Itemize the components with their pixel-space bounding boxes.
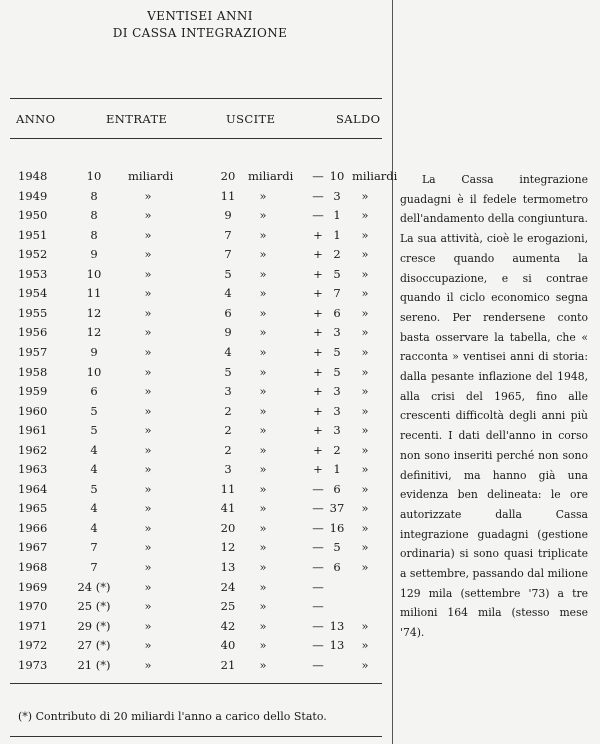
balance-unit: » — [361, 286, 369, 301]
outgoing-value: 5 — [224, 266, 232, 281]
income-value: 9 — [90, 247, 98, 262]
balance-value: 5 — [333, 344, 341, 359]
balance-value: 5 — [333, 540, 341, 555]
table-row — [0, 599, 390, 619]
income-value: 24 (*) — [77, 579, 111, 594]
outgoing-unit: » — [259, 579, 267, 594]
income-value: 10 — [86, 169, 102, 183]
balance-unit: » — [361, 540, 369, 555]
outgoing-unit: » — [259, 403, 267, 418]
balance-unit: » — [361, 462, 369, 477]
year-cell: 1960 — [18, 403, 48, 418]
balance-unit: miliardi — [352, 169, 398, 183]
outgoing-unit: » — [259, 208, 267, 223]
balance-value: 3 — [333, 325, 341, 340]
income-value: 27 (*) — [77, 638, 111, 653]
outgoing-value: 12 — [220, 540, 236, 555]
balance-value: 13 — [329, 638, 345, 653]
income-value: 5 — [90, 423, 98, 438]
table-row — [0, 540, 390, 560]
balance-sign: — — [312, 599, 324, 614]
balance-unit: » — [361, 657, 369, 672]
header-year: ANNO — [16, 112, 56, 126]
table-row — [0, 404, 390, 424]
balance-unit: » — [361, 384, 369, 399]
outgoing-unit: » — [259, 520, 267, 535]
table-row — [0, 325, 390, 345]
balance-value: 5 — [333, 266, 341, 281]
income-value: 6 — [90, 384, 98, 399]
balance-value: 5 — [333, 364, 341, 379]
balance-value: 3 — [333, 423, 341, 438]
income-unit: » — [144, 403, 152, 418]
balance-unit: » — [361, 247, 369, 262]
table-row — [0, 443, 390, 463]
year-cell: 1958 — [18, 364, 48, 379]
year-cell: 1953 — [18, 266, 48, 281]
balance-sign: — — [312, 481, 324, 496]
income-unit: » — [144, 540, 152, 555]
table-row — [0, 521, 390, 541]
income-value: 5 — [90, 481, 98, 496]
outgoing-value: 11 — [220, 481, 236, 496]
year-cell: 1962 — [18, 442, 48, 457]
balance-unit: » — [361, 344, 369, 359]
balance-value: 1 — [333, 462, 341, 477]
year-cell: 1950 — [18, 208, 48, 223]
year-cell: 1949 — [18, 188, 48, 203]
balance-unit: » — [361, 208, 369, 223]
page-bottom-rule — [10, 736, 382, 737]
income-value: 12 — [86, 325, 102, 340]
table-row — [0, 384, 390, 404]
outgoing-value: 7 — [224, 227, 232, 242]
outgoing-value: 2 — [224, 403, 232, 418]
balance-sign: + — [313, 325, 323, 340]
balance-sign: + — [313, 423, 323, 438]
income-unit: » — [144, 384, 152, 399]
income-unit: » — [144, 501, 152, 516]
outgoing-value: 3 — [224, 384, 232, 399]
table-row — [0, 286, 390, 306]
balance-sign: + — [313, 227, 323, 242]
income-value: 10 — [86, 364, 102, 379]
balance-sign: — — [312, 208, 324, 223]
balance-sign: — — [312, 579, 324, 594]
header-outgoing: USCITE — [226, 112, 276, 126]
year-cell: 1968 — [18, 560, 48, 574]
year-cell: 1957 — [18, 344, 48, 359]
income-unit: » — [144, 227, 152, 242]
outgoing-unit: » — [259, 657, 267, 672]
income-value: 7 — [90, 540, 98, 555]
year-cell: 1973 — [18, 657, 48, 672]
year-cell: 1954 — [18, 286, 48, 301]
outgoing-value: 13 — [220, 560, 236, 574]
outgoing-value: 5 — [224, 364, 232, 379]
balance-unit: » — [361, 638, 369, 653]
header-bottom-rule — [10, 138, 382, 139]
income-unit: » — [144, 599, 152, 614]
table-row — [0, 423, 390, 443]
table-row — [0, 501, 390, 521]
income-unit: » — [144, 579, 152, 594]
table-row — [0, 267, 390, 287]
outgoing-value: 20 — [220, 520, 236, 535]
balance-unit: » — [361, 501, 369, 516]
balance-unit: » — [361, 305, 369, 320]
income-value: 25 (*) — [77, 599, 111, 614]
income-unit: » — [144, 638, 152, 653]
balance-sign: + — [313, 286, 323, 301]
title-line-2: DI CASSA INTEGRAZIONE — [112, 26, 288, 40]
outgoing-value: 40 — [220, 638, 236, 653]
footnote: (*) Contributo di 20 miliardi l'anno a carico dello Stato. — [18, 710, 327, 723]
balance-unit: » — [361, 188, 369, 203]
balance-value: 6 — [333, 305, 341, 320]
income-unit: » — [144, 325, 152, 340]
outgoing-unit: » — [259, 305, 267, 320]
balance-sign: + — [313, 305, 323, 320]
outgoing-unit: » — [259, 247, 267, 262]
year-cell: 1971 — [18, 618, 48, 633]
income-unit: » — [144, 188, 152, 203]
year-cell: 1964 — [18, 481, 48, 496]
column-divider — [392, 0, 393, 744]
outgoing-value: 9 — [224, 325, 232, 340]
outgoing-unit: » — [259, 384, 267, 399]
table-row — [0, 619, 390, 639]
table-row — [0, 208, 390, 228]
income-unit: » — [144, 286, 152, 301]
outgoing-value: 6 — [224, 305, 232, 320]
income-value: 21 (*) — [77, 657, 111, 672]
balance-value: 7 — [333, 286, 341, 301]
table-row — [0, 560, 390, 580]
year-cell: 1955 — [18, 305, 48, 320]
outgoing-unit: » — [259, 364, 267, 379]
table-row — [0, 658, 390, 678]
table-row — [0, 169, 398, 189]
table-bottom-rule — [10, 683, 382, 684]
income-value: 8 — [90, 188, 98, 203]
balance-value: 10 — [329, 169, 345, 183]
table-row — [0, 638, 390, 658]
outgoing-value: 7 — [224, 247, 232, 262]
outgoing-value: 2 — [224, 423, 232, 438]
outgoing-unit: » — [259, 462, 267, 477]
outgoing-unit: » — [259, 540, 267, 555]
outgoing-value: 42 — [220, 618, 236, 633]
outgoing-value: 9 — [224, 208, 232, 223]
balance-sign: — — [312, 188, 324, 203]
year-cell: 1961 — [18, 423, 48, 438]
balance-sign: — — [312, 540, 324, 555]
balance-value: 3 — [333, 188, 341, 203]
table-row — [0, 228, 390, 248]
header-top-rule — [10, 98, 382, 99]
year-cell: 1963 — [18, 462, 48, 477]
balance-unit: » — [361, 481, 369, 496]
balance-unit: » — [361, 618, 369, 633]
outgoing-unit: » — [259, 286, 267, 301]
outgoing-unit: » — [259, 599, 267, 614]
income-unit: » — [144, 520, 152, 535]
table-row — [0, 345, 390, 365]
balance-value: 13 — [329, 618, 345, 633]
income-unit: » — [144, 657, 152, 672]
income-unit: » — [144, 305, 152, 320]
outgoing-unit: » — [259, 344, 267, 359]
year-cell: 1966 — [18, 520, 48, 535]
balance-sign: — — [312, 657, 324, 672]
balance-sign: — — [312, 618, 324, 633]
header-income: ENTRATE — [106, 112, 168, 126]
outgoing-unit: » — [259, 560, 267, 574]
year-cell: 1952 — [18, 247, 48, 262]
income-unit: » — [144, 560, 152, 574]
income-unit: » — [144, 481, 152, 496]
year-cell: 1965 — [18, 501, 48, 516]
income-value: 8 — [90, 227, 98, 242]
balance-sign: — — [312, 560, 324, 574]
income-unit: » — [144, 208, 152, 223]
balance-value: 2 — [333, 442, 341, 457]
balance-value: 6 — [333, 481, 341, 496]
outgoing-value: 4 — [224, 344, 232, 359]
income-value: 4 — [90, 501, 98, 516]
balance-unit: » — [361, 325, 369, 340]
balance-sign: + — [313, 364, 323, 379]
year-cell: 1969 — [18, 579, 48, 594]
year-cell: 1951 — [18, 227, 48, 242]
table-row — [0, 365, 390, 385]
title-line-1: VENTISEI ANNI — [147, 9, 253, 23]
year-cell: 1972 — [18, 638, 48, 653]
outgoing-value: 25 — [220, 599, 236, 614]
income-value: 8 — [90, 208, 98, 223]
outgoing-value: 3 — [224, 462, 232, 477]
outgoing-value: 21 — [220, 657, 236, 672]
outgoing-unit: » — [259, 266, 267, 281]
income-unit: » — [144, 364, 152, 379]
balance-sign: + — [313, 344, 323, 359]
balance-value: 37 — [329, 501, 345, 516]
income-unit: » — [144, 344, 152, 359]
table-row — [0, 247, 390, 267]
income-unit: » — [144, 442, 152, 457]
income-value: 4 — [90, 462, 98, 477]
outgoing-unit: » — [259, 501, 267, 516]
balance-value: 3 — [333, 384, 341, 399]
balance-value: 3 — [333, 403, 341, 418]
income-value: 12 — [86, 305, 102, 320]
balance-value: 1 — [333, 208, 341, 223]
balance-value: 16 — [329, 520, 345, 535]
income-value: 10 — [86, 266, 102, 281]
income-unit: » — [144, 618, 152, 633]
balance-unit: » — [361, 266, 369, 281]
income-unit: miliardi — [128, 169, 174, 183]
income-value: 4 — [90, 520, 98, 535]
balance-sign: — — [312, 520, 324, 535]
year-cell: 1967 — [18, 540, 48, 555]
year-cell: 1948 — [18, 169, 48, 183]
income-unit: » — [144, 423, 152, 438]
outgoing-value: 41 — [220, 501, 236, 516]
outgoing-unit: » — [259, 325, 267, 340]
header-balance: SALDO — [336, 112, 381, 126]
balance-value: 1 — [333, 227, 341, 242]
balance-sign: — — [312, 501, 324, 516]
year-cell: 1959 — [18, 384, 48, 399]
outgoing-unit: » — [259, 481, 267, 496]
balance-sign: — — [312, 638, 324, 653]
balance-value: 2 — [333, 247, 341, 262]
table-title — [20, 8, 380, 42]
balance-sign: — — [312, 169, 324, 183]
income-value: 5 — [90, 403, 98, 418]
balance-unit: » — [361, 520, 369, 535]
balance-sign: + — [313, 442, 323, 457]
outgoing-unit: » — [259, 227, 267, 242]
outgoing-unit: » — [259, 423, 267, 438]
table-row — [0, 482, 390, 502]
income-value: 29 (*) — [77, 618, 111, 633]
income-value: 4 — [90, 442, 98, 457]
balance-sign: + — [313, 384, 323, 399]
balance-sign: + — [313, 403, 323, 418]
outgoing-unit: » — [259, 442, 267, 457]
balance-unit: » — [361, 403, 369, 418]
income-unit: » — [144, 462, 152, 477]
outgoing-value: 4 — [224, 286, 232, 301]
year-cell: 1970 — [18, 599, 48, 614]
outgoing-unit: » — [259, 638, 267, 653]
balance-sign: + — [313, 266, 323, 281]
income-value: 9 — [90, 344, 98, 359]
outgoing-unit: » — [259, 188, 267, 203]
balance-sign: + — [313, 247, 323, 262]
income-unit: » — [144, 247, 152, 262]
commentary-paragraph: La Cassa integrazione guadagni è il fedele termometro dell'andamento della congiuntura. La sua attività, cioè le erogazioni, cresce quando aumenta la disoccupazione, e si contrae quando il ciclo economico segna sereno. Per rendersene conto basta osservare la tabella, che « racconta » ventisei anni di storia: dalla pesante inflazione del 1948, alla crisi del 1965, fino alle crescenti difficoltà degli anni più recenti. I dati dell'anno in corso non sono inseriti perché non sono definitivi, ma hanno già una evidenza ben delineata: le ore autorizzate dalla Cassa integrazione guadagni (gestione ordinaria) si sono quasi triplicate a settembre, passando dal milione 129 mila (settembre '73) a tre milioni 164 mila (stesso mese '74). — [400, 173, 588, 640]
balance-unit: » — [361, 227, 369, 242]
balance-unit: » — [361, 560, 369, 574]
income-unit: » — [144, 266, 152, 281]
outgoing-value: 20 — [220, 169, 236, 183]
outgoing-value: 24 — [220, 579, 236, 594]
outgoing-unit: » — [259, 618, 267, 633]
table-row — [0, 462, 390, 482]
table-row — [0, 580, 390, 600]
year-cell: 1956 — [18, 325, 48, 340]
balance-sign: + — [313, 462, 323, 477]
table-row — [0, 189, 390, 209]
balance-unit: » — [361, 364, 369, 379]
outgoing-unit: miliardi — [248, 169, 294, 183]
balance-value: 6 — [333, 560, 341, 574]
outgoing-value: 2 — [224, 442, 232, 457]
balance-unit: » — [361, 423, 369, 438]
income-value: 7 — [90, 560, 98, 574]
table-row — [0, 306, 390, 326]
outgoing-value: 11 — [220, 188, 236, 203]
balance-unit: » — [361, 442, 369, 457]
income-value: 11 — [86, 286, 102, 301]
